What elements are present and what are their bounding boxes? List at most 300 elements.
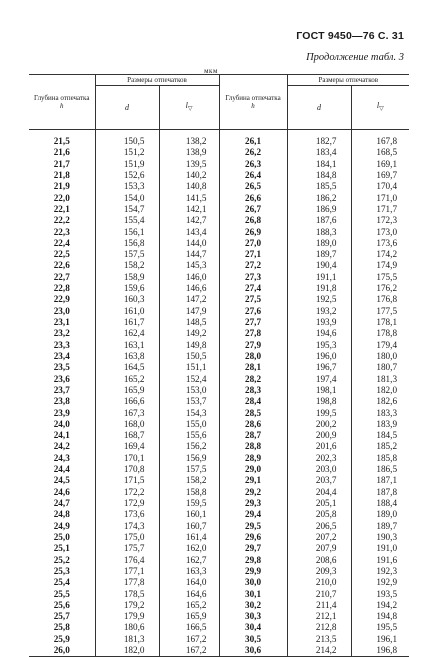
cell-right-l: 181,3 <box>351 374 409 385</box>
cell-left-l: 165,9 <box>159 611 219 622</box>
cell-right-d: 191,8 <box>287 283 351 294</box>
cell-right-h: 29,2 <box>219 487 287 498</box>
cell-left-h: 23,9 <box>29 408 95 419</box>
cell-left-h: 24,2 <box>29 441 95 452</box>
cell-left-d: 162,4 <box>95 328 159 339</box>
cell-left-l: 155,0 <box>159 419 219 430</box>
cell-right-l: 173,0 <box>351 227 409 238</box>
cell-left-d: 180,6 <box>95 622 159 633</box>
table-row <box>29 509 409 520</box>
cell-right-l: 195,5 <box>351 622 409 633</box>
cell-right-l: 182,0 <box>351 385 409 396</box>
table-row <box>29 294 409 305</box>
cell-right-l: 185,2 <box>351 441 409 452</box>
cell-left-d: 168,0 <box>95 419 159 430</box>
cell-right-l: 179,4 <box>351 340 409 351</box>
cell-right-h: 28,1 <box>219 362 287 373</box>
cell-left-l: 146,0 <box>159 272 219 283</box>
cell-right-h: 30,5 <box>219 634 287 645</box>
table-row <box>29 306 409 317</box>
cell-left-l: 148,5 <box>159 317 219 328</box>
cell-left-d: 165,2 <box>95 374 159 385</box>
cell-left-d: 175,0 <box>95 532 159 543</box>
indentation-size-table <box>29 74 409 657</box>
table-row <box>29 645 409 657</box>
cell-left-d: 177,1 <box>95 566 159 577</box>
page-header <box>296 30 404 42</box>
cell-right-d: 205,1 <box>287 498 351 509</box>
table-row <box>29 408 409 419</box>
table-row <box>29 374 409 385</box>
sizes-header-left: Размеры отпечатков <box>95 75 219 86</box>
cell-left-h: 21,6 <box>29 147 95 158</box>
cell-left-d: 163,8 <box>95 351 159 362</box>
cell-right-h: 29,1 <box>219 475 287 486</box>
cell-left-l: 167,2 <box>159 645 219 657</box>
cell-left-l: 138,2 <box>159 130 219 148</box>
cell-left-d: 158,2 <box>95 260 159 271</box>
depth-header-left <box>29 75 95 130</box>
cell-left-h: 22,9 <box>29 294 95 305</box>
cell-left-l: 140,2 <box>159 170 219 181</box>
cell-right-d: 184,1 <box>287 159 351 170</box>
cell-right-h: 28,2 <box>219 374 287 385</box>
cell-left-l: 142,1 <box>159 204 219 215</box>
cell-right-h: 27,6 <box>219 306 287 317</box>
cell-left-l: 142,7 <box>159 215 219 226</box>
cell-right-d: 197,4 <box>287 374 351 385</box>
cell-left-l: 147,9 <box>159 306 219 317</box>
cell-right-h: 27,3 <box>219 272 287 283</box>
cell-right-l: 187,8 <box>351 487 409 498</box>
l-header-left <box>159 86 219 130</box>
cell-right-h: 26,8 <box>219 215 287 226</box>
cell-left-l: 153,7 <box>159 396 219 407</box>
cell-right-h: 30,2 <box>219 600 287 611</box>
cell-right-d: 185,5 <box>287 181 351 192</box>
header-row-top <box>29 75 409 86</box>
cell-left-l: 143,4 <box>159 227 219 238</box>
cell-left-d: 151,2 <box>95 147 159 158</box>
cell-right-l: 169,7 <box>351 170 409 181</box>
cell-left-h: 25,9 <box>29 634 95 645</box>
cell-left-l: 164,6 <box>159 589 219 600</box>
cell-right-d: 213,5 <box>287 634 351 645</box>
cell-left-h: 24,6 <box>29 487 95 498</box>
cell-left-d: 179,2 <box>95 600 159 611</box>
cell-left-d: 172,2 <box>95 487 159 498</box>
cell-left-l: 166,5 <box>159 622 219 633</box>
cell-right-d: 188,3 <box>287 227 351 238</box>
cell-left-h: 24,8 <box>29 509 95 520</box>
cell-right-l: 173,6 <box>351 238 409 249</box>
cell-left-h: 24,3 <box>29 453 95 464</box>
cell-left-l: 154,3 <box>159 408 219 419</box>
cell-right-l: 196,8 <box>351 645 409 657</box>
cell-right-d: 206,5 <box>287 521 351 532</box>
cell-right-d: 202,3 <box>287 453 351 464</box>
cell-left-d: 164,5 <box>95 362 159 373</box>
cell-left-d: 154,7 <box>95 204 159 215</box>
cell-right-h: 30,1 <box>219 589 287 600</box>
cell-right-d: 196,0 <box>287 351 351 362</box>
cell-left-h: 22,0 <box>29 193 95 204</box>
cell-right-d: 189,0 <box>287 238 351 249</box>
cell-right-d: 190,4 <box>287 260 351 271</box>
cell-left-l: 141,5 <box>159 193 219 204</box>
cell-left-h: 24,5 <box>29 475 95 486</box>
table-row <box>29 634 409 645</box>
cell-left-d: 170,1 <box>95 453 159 464</box>
cell-right-l: 175,5 <box>351 272 409 283</box>
cell-right-h: 29,9 <box>219 566 287 577</box>
cell-right-h: 29,3 <box>219 498 287 509</box>
l-header-right <box>351 86 409 130</box>
table-row <box>29 611 409 622</box>
cell-left-h: 22,7 <box>29 272 95 283</box>
cell-left-d: 156,1 <box>95 227 159 238</box>
table-row <box>29 170 409 181</box>
cell-left-d: 168,7 <box>95 430 159 441</box>
cell-right-d: 210,0 <box>287 577 351 588</box>
cell-right-h: 26,3 <box>219 159 287 170</box>
cell-left-d: 177,8 <box>95 577 159 588</box>
cell-right-d: 208,6 <box>287 555 351 566</box>
cell-right-l: 193,5 <box>351 589 409 600</box>
cell-right-h: 26,2 <box>219 147 287 158</box>
cell-left-h: 23,1 <box>29 317 95 328</box>
cell-left-h: 25,6 <box>29 600 95 611</box>
cell-left-h: 24,1 <box>29 430 95 441</box>
cell-left-d: 174,3 <box>95 521 159 532</box>
cell-right-h: 30,3 <box>219 611 287 622</box>
cell-right-h: 26,6 <box>219 193 287 204</box>
table-row <box>29 589 409 600</box>
cell-left-l: 139,5 <box>159 159 219 170</box>
cell-right-h: 26,4 <box>219 170 287 181</box>
cell-left-d: 160,3 <box>95 294 159 305</box>
cell-left-d: 152,6 <box>95 170 159 181</box>
d-header-left <box>95 86 159 130</box>
cell-left-d: 161,7 <box>95 317 159 328</box>
cell-right-l: 174,9 <box>351 260 409 271</box>
table-row <box>29 543 409 554</box>
table-row <box>29 566 409 577</box>
cell-left-d: 166,6 <box>95 396 159 407</box>
cell-left-h: 23,5 <box>29 362 95 373</box>
cell-left-h: 22,1 <box>29 204 95 215</box>
cell-right-h: 29,0 <box>219 464 287 475</box>
sizes-header-right: Размеры отпечатков <box>287 75 409 86</box>
cell-right-l: 194,8 <box>351 611 409 622</box>
cell-right-l: 169,1 <box>351 159 409 170</box>
table-row <box>29 260 409 271</box>
cell-left-l: 147,2 <box>159 294 219 305</box>
cell-right-l: 168,5 <box>351 147 409 158</box>
cell-left-d: 165,9 <box>95 385 159 396</box>
cell-left-h: 23,0 <box>29 306 95 317</box>
cell-left-l: 162,7 <box>159 555 219 566</box>
table-row <box>29 147 409 158</box>
cell-right-l: 177,5 <box>351 306 409 317</box>
cell-right-h: 29,8 <box>219 555 287 566</box>
cell-right-d: 187,6 <box>287 215 351 226</box>
cell-right-h: 30,4 <box>219 622 287 633</box>
cell-right-d: 203,7 <box>287 475 351 486</box>
cell-left-d: 157,5 <box>95 249 159 260</box>
table-row <box>29 159 409 170</box>
cell-right-h: 26,5 <box>219 181 287 192</box>
cell-right-d: 204,4 <box>287 487 351 498</box>
cell-right-h: 28,5 <box>219 408 287 419</box>
cell-left-d: 158,9 <box>95 272 159 283</box>
l-header-right-sub: ▽ <box>379 106 384 112</box>
cell-left-d: 156,8 <box>95 238 159 249</box>
table-row <box>29 272 409 283</box>
cell-right-d: 186,2 <box>287 193 351 204</box>
cell-right-h: 28,9 <box>219 453 287 464</box>
cell-right-d: 209,3 <box>287 566 351 577</box>
cell-right-l: 192,3 <box>351 566 409 577</box>
cell-left-d: 178,5 <box>95 589 159 600</box>
cell-right-d: 198,1 <box>287 385 351 396</box>
d-header-right <box>287 86 351 130</box>
cell-left-l: 163,3 <box>159 566 219 577</box>
cell-left-d: 151,9 <box>95 159 159 170</box>
cell-right-h: 27,2 <box>219 260 287 271</box>
cell-left-d: 179,9 <box>95 611 159 622</box>
cell-right-h: 26,1 <box>219 130 287 148</box>
cell-left-h: 24,7 <box>29 498 95 509</box>
cell-left-d: 154,0 <box>95 193 159 204</box>
cell-right-h: 28,3 <box>219 385 287 396</box>
cell-left-l: 138,9 <box>159 147 219 158</box>
cell-right-d: 212,8 <box>287 622 351 633</box>
cell-right-d: 191,1 <box>287 272 351 283</box>
cell-right-d: 200,2 <box>287 419 351 430</box>
table-row <box>29 521 409 532</box>
cell-right-d: 205,8 <box>287 509 351 520</box>
cell-right-l: 171,0 <box>351 193 409 204</box>
cell-left-l: 155,6 <box>159 430 219 441</box>
cell-left-h: 21,7 <box>29 159 95 170</box>
cell-right-h: 27,1 <box>219 249 287 260</box>
cell-right-l: 184,5 <box>351 430 409 441</box>
cell-left-l: 161,4 <box>159 532 219 543</box>
cell-left-h: 22,5 <box>29 249 95 260</box>
cell-right-h: 27,8 <box>219 328 287 339</box>
depth-header-left-label: Глубина отпечатка <box>34 94 90 102</box>
cell-right-h: 30,6 <box>219 645 287 657</box>
cell-right-l: 191,0 <box>351 543 409 554</box>
cell-left-h: 25,3 <box>29 566 95 577</box>
cell-right-l: 172,3 <box>351 215 409 226</box>
cell-left-l: 159,5 <box>159 498 219 509</box>
cell-left-d: 155,4 <box>95 215 159 226</box>
cell-right-l: 189,0 <box>351 509 409 520</box>
table-row <box>29 419 409 430</box>
cell-right-l: 182,6 <box>351 396 409 407</box>
cell-right-d: 212,1 <box>287 611 351 622</box>
cell-right-l: 194,2 <box>351 600 409 611</box>
d-header-left-label: d <box>125 102 129 112</box>
cell-right-l: 176,8 <box>351 294 409 305</box>
cell-right-h: 29,7 <box>219 543 287 554</box>
cell-right-d: 196,7 <box>287 362 351 373</box>
cell-left-l: 145,3 <box>159 260 219 271</box>
cell-left-h: 25,2 <box>29 555 95 566</box>
cell-left-l: 157,5 <box>159 464 219 475</box>
cell-left-l: 158,2 <box>159 475 219 486</box>
table-row <box>29 475 409 486</box>
cell-left-h: 23,6 <box>29 374 95 385</box>
table-row <box>29 181 409 192</box>
table-continuation-caption: Продолжение табл. 3 <box>306 52 404 63</box>
cell-right-d: 203,0 <box>287 464 351 475</box>
cell-left-d: 153,3 <box>95 181 159 192</box>
cell-right-d: 195,3 <box>287 340 351 351</box>
table-row <box>29 622 409 633</box>
cell-left-l: 152,4 <box>159 374 219 385</box>
table-row <box>29 249 409 260</box>
table-row <box>29 555 409 566</box>
table-row <box>29 498 409 509</box>
cell-right-l: 178,8 <box>351 328 409 339</box>
cell-right-d: 201,6 <box>287 441 351 452</box>
cell-left-l: 160,1 <box>159 509 219 520</box>
depth-header-left-var: h <box>60 102 64 110</box>
table-row <box>29 532 409 543</box>
depth-header-right-label: Глубина отпечатка <box>225 94 281 102</box>
cell-left-l: 150,5 <box>159 351 219 362</box>
cell-right-h: 28,6 <box>219 419 287 430</box>
cell-right-h: 27,0 <box>219 238 287 249</box>
table-row <box>29 396 409 407</box>
l-header-left-label: l <box>185 101 188 110</box>
table-row <box>29 600 409 611</box>
cell-right-h: 28,8 <box>219 441 287 452</box>
cell-right-l: 190,3 <box>351 532 409 543</box>
cell-left-h: 25,7 <box>29 611 95 622</box>
cell-right-l: 180,7 <box>351 362 409 373</box>
cell-left-d: 171,5 <box>95 475 159 486</box>
cell-right-h: 27,7 <box>219 317 287 328</box>
depth-header-right-var: h <box>251 102 255 110</box>
cell-right-l: 183,3 <box>351 408 409 419</box>
cell-right-h: 28,7 <box>219 430 287 441</box>
table-row <box>29 430 409 441</box>
cell-left-h: 22,8 <box>29 283 95 294</box>
cell-left-h: 24,9 <box>29 521 95 532</box>
cell-right-d: 194,6 <box>287 328 351 339</box>
cell-right-l: 185,8 <box>351 453 409 464</box>
cell-left-d: 175,7 <box>95 543 159 554</box>
table-row <box>29 362 409 373</box>
cell-left-l: 167,2 <box>159 634 219 645</box>
cell-left-l: 149,8 <box>159 340 219 351</box>
cell-left-l: 156,9 <box>159 453 219 464</box>
cell-right-d: 198,8 <box>287 396 351 407</box>
cell-right-d: 192,5 <box>287 294 351 305</box>
table-row <box>29 487 409 498</box>
cell-right-l: 189,7 <box>351 521 409 532</box>
cell-left-h: 24,4 <box>29 464 95 475</box>
cell-right-d: 193,9 <box>287 317 351 328</box>
cell-left-l: 165,2 <box>159 600 219 611</box>
table-row <box>29 215 409 226</box>
cell-right-l: 174,2 <box>351 249 409 260</box>
cell-right-d: 207,2 <box>287 532 351 543</box>
table-row <box>29 238 409 249</box>
cell-left-h: 22,6 <box>29 260 95 271</box>
cell-right-h: 26,7 <box>219 204 287 215</box>
cell-left-d: 181,3 <box>95 634 159 645</box>
cell-left-h: 25,8 <box>29 622 95 633</box>
cell-left-l: 140,8 <box>159 181 219 192</box>
cell-right-l: 180,0 <box>351 351 409 362</box>
cell-left-l: 144,7 <box>159 249 219 260</box>
cell-left-d: 172,9 <box>95 498 159 509</box>
standard-reference: ГОСТ 9450—76 С. 31 <box>296 30 404 42</box>
cell-left-h: 21,9 <box>29 181 95 192</box>
cell-left-l: 156,2 <box>159 441 219 452</box>
cell-left-l: 164,0 <box>159 577 219 588</box>
cell-right-d: 189,7 <box>287 249 351 260</box>
cell-right-d: 183,4 <box>287 147 351 158</box>
cell-right-d: 186,9 <box>287 204 351 215</box>
cell-left-h: 25,0 <box>29 532 95 543</box>
cell-left-h: 23,7 <box>29 385 95 396</box>
cell-right-l: 192,9 <box>351 577 409 588</box>
cell-left-h: 26,0 <box>29 645 95 657</box>
d-header-right-label: d <box>317 102 322 112</box>
cell-right-h: 29,4 <box>219 509 287 520</box>
cell-right-h: 28,0 <box>219 351 287 362</box>
cell-left-l: 149,2 <box>159 328 219 339</box>
cell-right-d: 193,2 <box>287 306 351 317</box>
cell-left-l: 151,1 <box>159 362 219 373</box>
cell-left-d: 159,6 <box>95 283 159 294</box>
cell-right-l: 171,7 <box>351 204 409 215</box>
cell-right-h: 30,0 <box>219 577 287 588</box>
table-row <box>29 227 409 238</box>
cell-left-h: 22,4 <box>29 238 95 249</box>
table-row <box>29 340 409 351</box>
cell-left-l: 153,0 <box>159 385 219 396</box>
cell-right-l: 176,2 <box>351 283 409 294</box>
cell-right-h: 27,9 <box>219 340 287 351</box>
cell-left-d: 167,3 <box>95 408 159 419</box>
table-row <box>29 204 409 215</box>
table-row <box>29 193 409 204</box>
cell-left-h: 21,5 <box>29 130 95 148</box>
cell-right-d: 211,4 <box>287 600 351 611</box>
cell-left-h: 23,8 <box>29 396 95 407</box>
cell-right-l: 186,5 <box>351 464 409 475</box>
cell-right-d: 214,2 <box>287 645 351 657</box>
table-row <box>29 351 409 362</box>
table-row <box>29 464 409 475</box>
cell-left-d: 163,1 <box>95 340 159 351</box>
cell-right-h: 28,4 <box>219 396 287 407</box>
cell-left-l: 162,0 <box>159 543 219 554</box>
cell-left-d: 173,6 <box>95 509 159 520</box>
cell-left-d: 161,0 <box>95 306 159 317</box>
cell-left-h: 23,4 <box>29 351 95 362</box>
cell-right-d: 184,8 <box>287 170 351 181</box>
cell-left-l: 146,6 <box>159 283 219 294</box>
cell-right-h: 29,6 <box>219 532 287 543</box>
